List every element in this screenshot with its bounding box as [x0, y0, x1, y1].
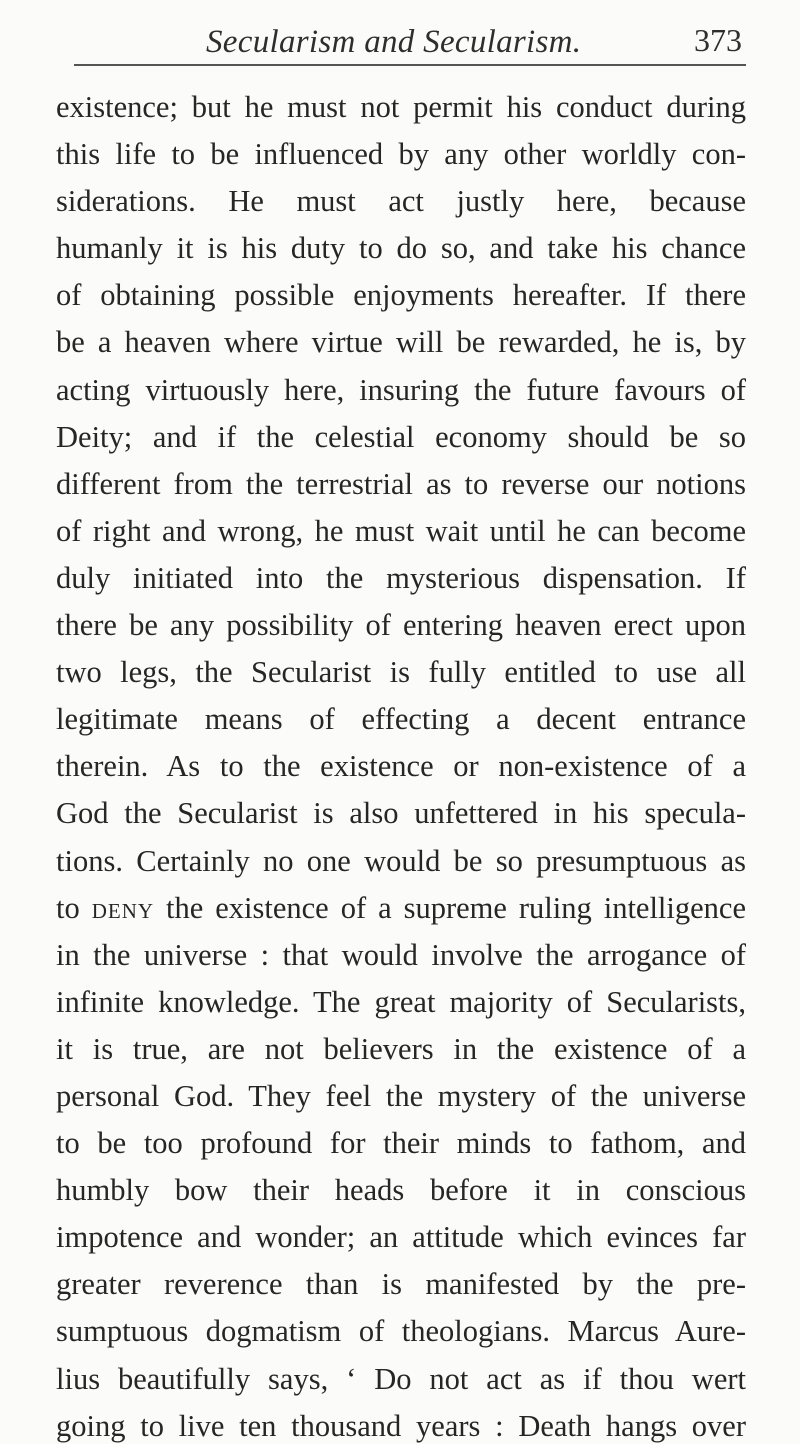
- text-line: humanly it is his duty to do so, and take his chance: [56, 231, 746, 266]
- text-line: legitimate means of effecting a decent entrance: [56, 702, 746, 737]
- text-line: acting virtuously here, insuring the future favours of: [56, 372, 746, 407]
- text-line: of right and wrong, he must wait until he can become: [56, 513, 746, 548]
- text-line: duly initiated into the mysterious dispensation. If: [56, 560, 746, 595]
- text-line: this life to be influenced by any other worldly con-: [56, 137, 746, 172]
- text-line: God the Secularist is also unfettered in his specula-: [56, 796, 746, 831]
- text-line: in the universe : that would involve the arrogance of: [56, 937, 746, 972]
- page-number: 373: [694, 22, 742, 58]
- header-rule: [74, 64, 746, 66]
- text-line: to deny the existence of a supreme ruling intelligence: [56, 890, 746, 925]
- text-line: siderations. He must act justly here, because: [56, 184, 746, 219]
- text-line: humbly bow their heads before it in conscious: [56, 1173, 746, 1208]
- text-line: Deity; and if the celestial economy should be so: [56, 419, 746, 454]
- text-line: different from the terrestrial as to reverse our notions: [56, 466, 746, 501]
- text-line: going to live ten thousand years : Death hangs over: [56, 1408, 746, 1443]
- text-line: to be too profound for their minds to fathom, and: [56, 1126, 746, 1161]
- text-line: greater reverence than is manifested by the pre-: [56, 1267, 746, 1302]
- text-line: tions. Certainly no one would be so presumptuous as: [56, 843, 746, 878]
- text-line: infinite knowledge. The great majority of Secularists,: [56, 984, 746, 1019]
- body-text: [56, 84, 746, 1450]
- text-line: lius beautifully says, ‘ Do not act as if thou wert: [56, 1361, 746, 1396]
- text-line: impotence and wonder; an attitude which evinces far: [56, 1220, 746, 1255]
- text-line: there be any possibility of entering heaven erect upon: [56, 608, 746, 643]
- text-line: be a heaven where virtue will be rewarded, he is, by: [56, 325, 746, 360]
- text-line: personal God. They feel the mystery of the universe: [56, 1078, 746, 1113]
- text-line: sumptuous dogmatism of theologians. Marcus Aure-: [56, 1314, 746, 1349]
- text-line: it is true, are not believers in the existence of a: [56, 1031, 746, 1066]
- emphasis-word: deny: [91, 890, 155, 925]
- running-title: Secularism and Secularism.: [206, 24, 582, 60]
- text-line: therein. As to the existence or non-existence of a: [56, 749, 746, 784]
- text-line: existence; but he must not permit his conduct during: [56, 90, 746, 124]
- page-header: [0, 14, 800, 64]
- text-line: of obtaining possible enjoyments hereafter. If there: [56, 278, 746, 313]
- text-line: two legs, the Secularist is fully entitled to use all: [56, 655, 746, 690]
